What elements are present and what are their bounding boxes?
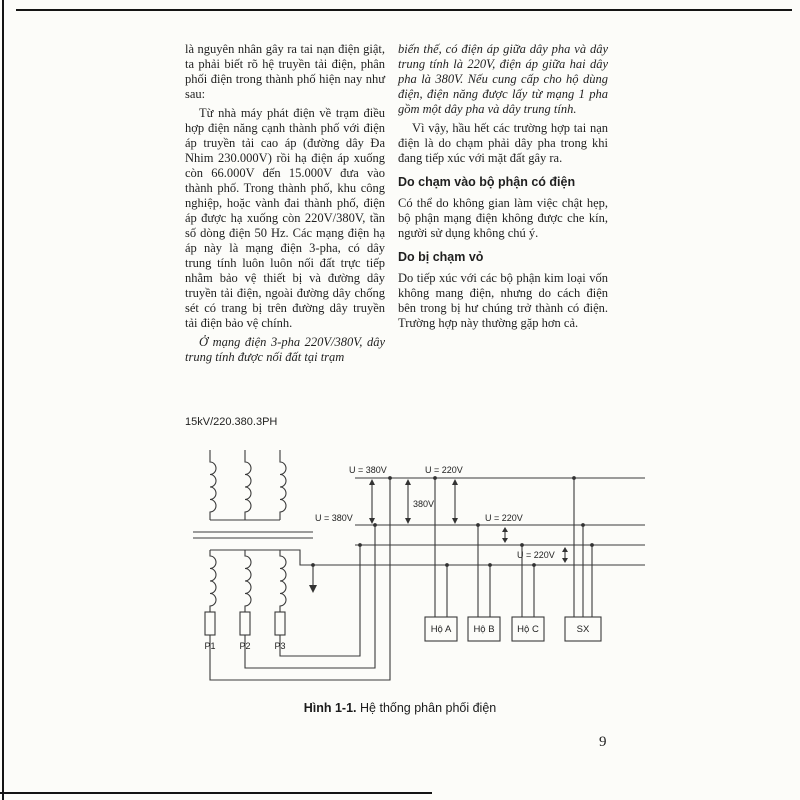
scan-edge-bottom [0, 792, 432, 794]
voltage-label: U = 220V [425, 465, 463, 475]
phase2-route [245, 525, 375, 668]
scan-edge-left [2, 0, 4, 800]
paragraph: là nguyên nhân gây ra tai nạn điện giật, ta phải biết rõ hệ truyền tải điện, phân phối điện trong thành phố hiện nay như sau: [185, 42, 385, 101]
circuit-diagram-svg [165, 435, 695, 727]
voltage-label: U = 380V [349, 465, 387, 475]
phase3-route [280, 545, 360, 656]
load-label-sx: SX [576, 624, 590, 635]
figure-caption [0, 701, 800, 715]
load-sx-taps [574, 478, 592, 617]
section-heading-contact-live-part: Do chạm vào bộ phận có điện [398, 175, 576, 189]
load-label-ho-b: Hộ B [473, 624, 495, 635]
transformer-core [193, 532, 313, 538]
neutral-line [210, 550, 645, 565]
paragraph: biến thế, có điện áp giữa dây pha và dây trung tính là 220V, điện áp giữa hai dây pha là 380V. Nếu cung cấp cho hộ dùng điện, điện năng được lấy từ mạng 1 pha gồm một dây pha và dây trung tính. [398, 42, 608, 116]
voltage-label: U = 220V [485, 513, 523, 523]
phase1-route [210, 478, 390, 680]
fuse-p2 [240, 612, 250, 635]
figure-caption-text: Hệ thống phân phối điện [360, 701, 497, 715]
secondary-coil [280, 550, 286, 612]
paragraph: Vì vậy, hầu hết các trường hợp tai nạn điện là do chạm phải dây pha trong khi đang tiếp xúc với mặt đất gây ra. [398, 121, 608, 165]
section-heading-casing-fault: Do bị chạm vỏ [398, 250, 484, 264]
paragraph: Do tiếp xúc với các bộ phận kim loại vốn không mang điện, nhưng do cách điện bên trong bị hư chúng trở thành có điện. Trường hợp này thường gặp hơn cả. [398, 271, 608, 330]
voltage-label: 380V [413, 499, 435, 509]
primary-coil [280, 450, 286, 520]
paragraph: Có thể do không gian làm việc chật hẹp, bộ phận mạng điện không được che kín, người sử dụng không chú ý. [398, 196, 608, 240]
figure-caption-number: Hình 1-1. [303, 701, 357, 715]
text-column-left [185, 42, 385, 369]
secondary-coil [210, 550, 216, 612]
fuse-label-p2: P2 [239, 641, 251, 651]
fuse-p1 [205, 612, 215, 635]
paragraph: Từ nhà máy phát điện về trạm điều hợp điện năng cạnh thành phố với điện áp truyền tải cao áp (đường dây Đa Nhim 230.000V) rồi hạ điện áp xuống còn 66.000V đến 15.000V đưa vào thành phố. Trong thành phố, khu công nghiệp, hoặc vành đai thành phố, điện áp được hạ xuống còn 220V/380V, tần số dòng điện 50 Hz. Các mạng điện hạ áp này là mạng điện 3-pha, có dây trung tính luôn luôn nối đất trực tiếp nhằm bảo vệ thiết bị và đường dây truyền tải điện, ngoài đường dây chống sét có trang bị trên đường dây truyền tải điện bảo vệ chính. [185, 106, 385, 330]
fuse-label-p3: P3 [274, 641, 286, 651]
fuse-label-p1: P1 [204, 641, 216, 651]
scan-edge-top [16, 9, 792, 11]
paragraph: Ở mạng điện 3-pha 220V/380V, dây trung tính được nối đất tại trạm [185, 335, 385, 364]
distribution-diagram [165, 435, 695, 727]
load-a-taps [435, 478, 447, 617]
voltage-label: U = 380V [315, 513, 353, 523]
page-number: 9 [599, 734, 607, 750]
primary-coil [245, 450, 251, 520]
secondary-coil [245, 550, 251, 612]
ground-arrowhead [309, 585, 317, 593]
fuse-p3 [275, 612, 285, 635]
text-column-right [398, 42, 608, 335]
load-label-ho-a: Hộ A [430, 624, 452, 635]
primary-coil [210, 450, 216, 520]
transformer-station-label: 15kV/220.380.3PH [185, 416, 278, 428]
voltage-label: U = 220V [517, 550, 555, 560]
load-label-ho-c: Hộ C [517, 624, 539, 635]
load-b-taps [478, 525, 490, 617]
